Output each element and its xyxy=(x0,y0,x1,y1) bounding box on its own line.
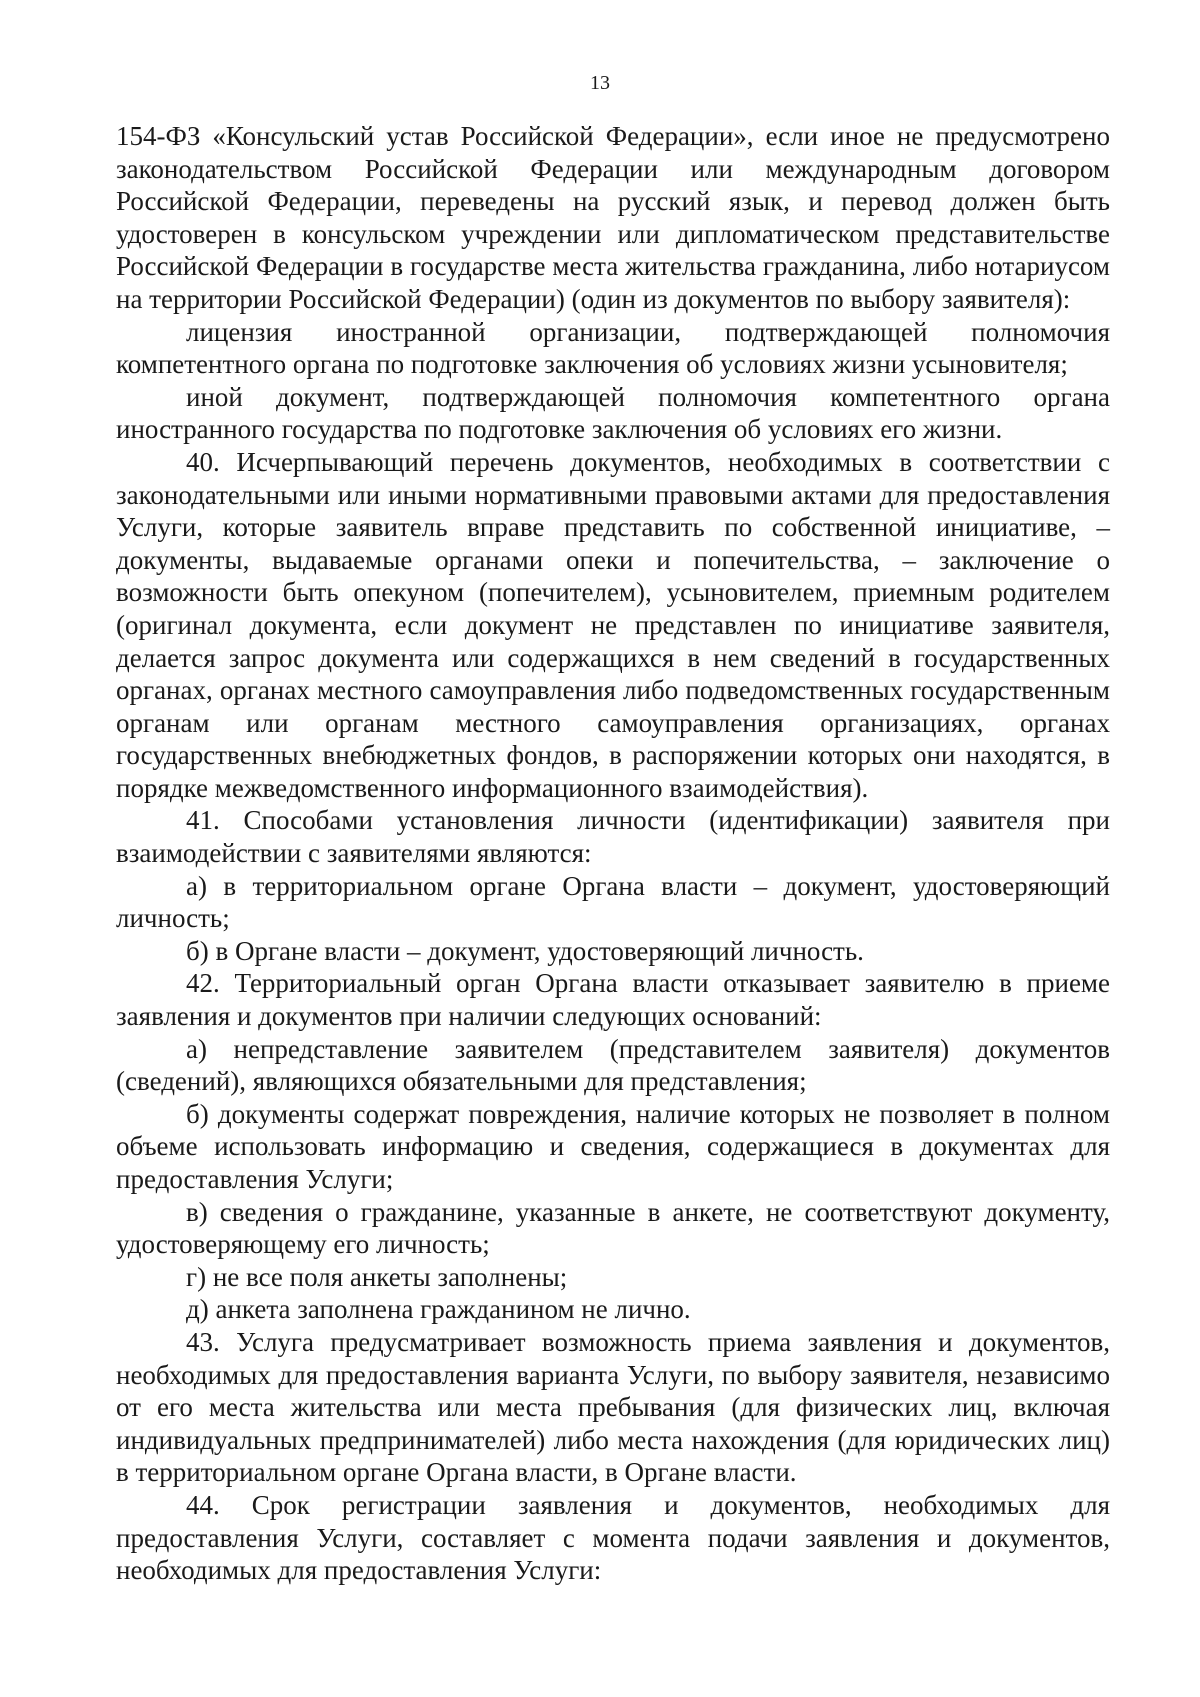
paragraph-41-a: а) в территориальном органе Органа власти – документ, удостоверяющий личность; xyxy=(116,870,1110,934)
paragraph-44: 44. Срок регистрации заявления и документов, необходимых для предоставления Услуги, составляет с момента подачи заявления и документов, необходимых для предоставления Услуги: xyxy=(116,1489,1110,1586)
document-body xyxy=(116,120,1110,1587)
paragraph-42-g: г) не все поля анкеты заполнены; xyxy=(186,1261,568,1292)
paragraph-43: 43. Услуга предусматривает возможность приема заявления и документов, необходимых для предоставления варианта Услуги, по выбору заявителя, независимо от его места жительства или места пребывания (для физических лиц, включая индивидуальных предпринимателей) либо места нахождения (для юридических лиц) в территориальном органе Органа власти, в Органе власти. xyxy=(116,1326,1110,1488)
paragraph-42-v: в) сведения о гражданине, указанные в анкете, не соответствуют документу, удостоверяющему его личность; xyxy=(116,1196,1110,1260)
paragraph-42-a: а) непредставление заявителем (представителем заявителя) документов (сведений), являющихся обязательными для представления; xyxy=(116,1033,1110,1097)
paragraph-other-document: иной документ, подтверждающей полномочия компетентного органа иностранного государства по подготовке заключения об условиях его жизни. xyxy=(116,381,1110,445)
page-number: 13 xyxy=(590,72,610,94)
paragraph-42: 42. Территориальный орган Органа власти отказывает заявителю в приеме заявления и документов при наличии следующих оснований: xyxy=(116,968,1110,1032)
paragraph-41: 41. Способами установления личности (идентификации) заявителя при взаимодействии с заявителями являются: xyxy=(116,805,1110,869)
paragraph-42-b: б) документы содержат повреждения, наличие которых не позволяет в полном объеме использовать информацию и сведения, содержащиеся в документах для предоставления Услуги; xyxy=(116,1098,1110,1194)
paragraph-41-b: б) в Органе власти – документ, удостоверяющий личность. xyxy=(186,935,864,966)
paragraph-continuation: 154-ФЗ «Консульский устав Российской Федерации», если иное не предусмотрено законодательством Российской Федерации или международным договором Российской Федерации, переведены на русский язык, и перевод должен быть удостоверен в консульском учреждении или дипломатическом представительстве Российской Федерации в государстве места жительства гражданина, либо нотариусом на территории Российской Федерации) (один из документов по выбору заявителя): xyxy=(116,121,1110,314)
paragraph-40: 40. Исчерпывающий перечень документов, необходимых в соответствии с законодательными или иными нормативными правовыми актами для предоставления Услуги, которые заявитель вправе представить по собственной инициативе, – документы, выдаваемые органами опеки и попечительства, – заключение о возможности быть опекуном (попечителем), усыновителем, приемным родителем (оригинал документа, если документ не представлен по инициативе заявителя, делается запрос документа или содержащихся в нем сведений в государственных органах, органах местного самоуправления либо подведомственных государственным органам или органам местного самоуправления организациях, органах государственных внебюджетных фондов, в распоряжении которых они находятся, в порядке межведомственного информационного взаимодействия). xyxy=(116,446,1110,803)
paragraph-42-d: д) анкета заполнена гражданином не лично. xyxy=(186,1294,691,1325)
paragraph-license: лицензия иностранной организации, подтверждающей полномочия компетентного органа по подготовке заключения об условиях жизни усыновителя; xyxy=(116,316,1110,380)
